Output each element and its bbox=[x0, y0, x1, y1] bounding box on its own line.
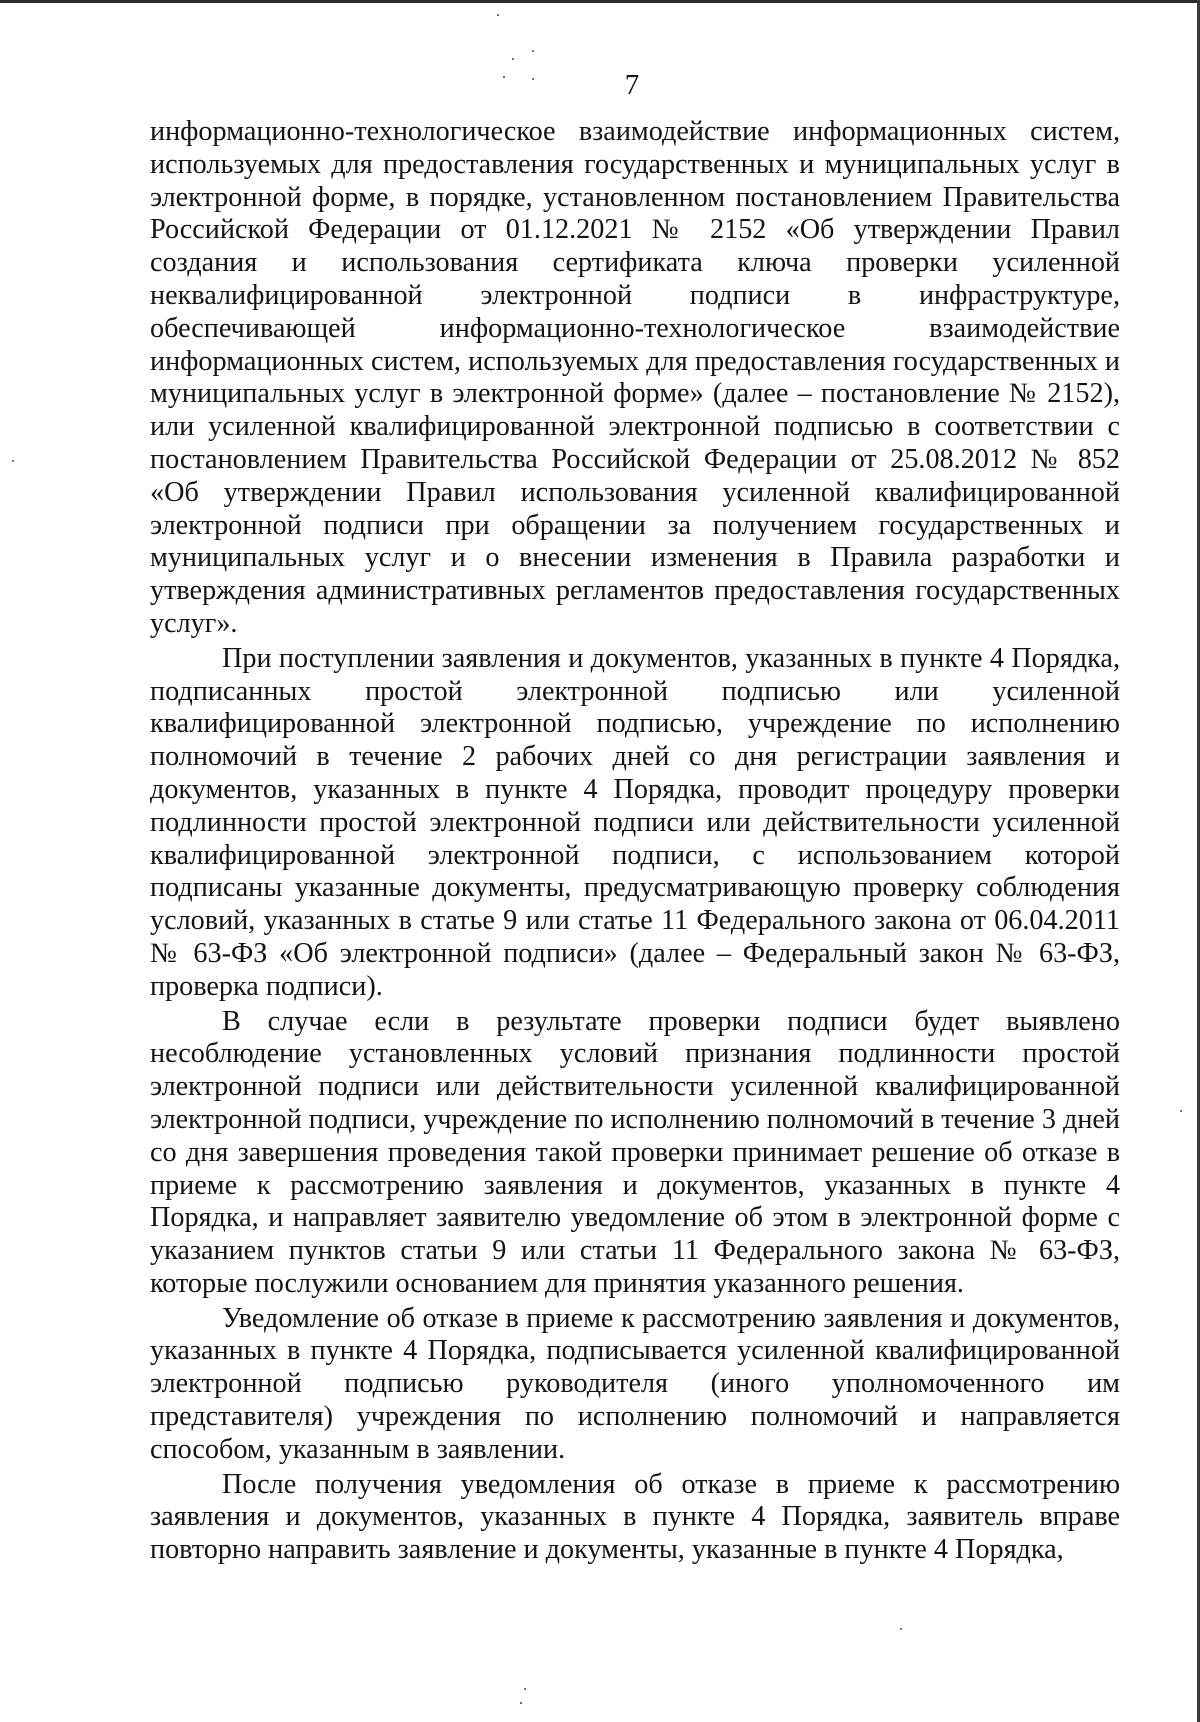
scan-speck bbox=[900, 1628, 902, 1630]
scan-edge-top bbox=[0, 0, 1200, 3]
document-body bbox=[150, 116, 1120, 1567]
scan-speck bbox=[503, 76, 505, 78]
paragraph-continuation: информационно-технологическое взаимодействие информационных систем, используемых для предоставления государственных и муниципальных услуг в электронной форме, в порядке, установленном постановлением Правительства Российской Федерации от 01.12.2021 № 2152 «Об утверждении Правил создания и использования сертификата ключа проверки усиленной неквалифицированной электронной подписи в инфраструктуре, обеспечивающей информационно-технологическое взаимодействие информационных систем, используемых для предоставления государственных и муниципальных услуг в электронной форме» (далее – постановление № 2152), или усиленной квалифицированной электронной подписью в соответствии с постановлением Правительства Российской Федерации от 25.08.2012 № 852 «Об утверждении Правил использования усиленной квалифицированной электронной подписи при обращении за получением государственных и муниципальных услуг и о внесении изменения в Правила разработки и утверждения административных регламентов предоставления государственных услуг». bbox=[150, 116, 1120, 639]
paragraph-signature-check: При поступлении заявления и документов, указанных в пункте 4 Порядка, подписанных простой электронной подписью или усиленной квалифицированной электронной подписью, учреждение по исполнению полномочий в течение 2 рабочих дней со дня регистрации заявления и документов, указанных в пункте 4 Порядка, проводит процедуру проверки подлинности простой электронной подписи или действительности усиленной квалифицированной электронной подписи, с использованием которой подписаны указанные документы, предусматривающую проверку соблюдения условий, указанных в статье 9 или статье 11 Федерального закона от 06.04.2011 № 63-ФЗ «Об электронной подписи» (далее – Федеральный закон № 63-ФЗ, проверка подписи). bbox=[150, 642, 1120, 1002]
scan-speck bbox=[524, 1688, 526, 1690]
paragraph-check-failure: В случае если в результате проверки подписи будет выявлено несоблюдение установленных условий признания подлинности простой электронной подписи или действительности усиленной квалифицированной электронной подписи, учреждение по исполнению полномочий в течение 3 дней со дня завершения проведения такой проверки принимает решение об отказе в приеме к рассмотрению заявления и документов, указанных в пункте 4 Порядка, и направляет заявителю уведомление об этом в электронной форме с указанием пунктов статьи 9 или статьи 11 Федерального закона № 63-ФЗ, которые послужили основанием для принятия указанного решения. bbox=[150, 1005, 1120, 1299]
paragraph-refusal-notice: Уведомление об отказе в приеме к рассмотрению заявления и документов, указанных в пункте 4 Порядка, подписывается усиленной квалифицированной электронной подписью руководителя (иного уполномоченного им представителя) учреждения по исполнению полномочий и направляется способом, указанным в заявлении. bbox=[150, 1302, 1120, 1465]
scan-speck bbox=[512, 58, 514, 60]
paragraph-resubmission: После получения уведомления об отказе в приеме к рассмотрению заявления и документов, указанных в пункте 4 Порядка, заявитель вправе повторно направить заявление и документы, указанные в пункте 4 Порядка, bbox=[150, 1468, 1120, 1566]
scan-speck bbox=[1180, 1110, 1182, 1112]
scan-speck bbox=[520, 1702, 522, 1704]
page-number: 7 bbox=[624, 69, 640, 101]
scan-speck bbox=[12, 460, 14, 462]
scan-speck bbox=[497, 14, 499, 16]
scan-speck bbox=[532, 50, 534, 52]
scan-speck bbox=[532, 78, 534, 80]
